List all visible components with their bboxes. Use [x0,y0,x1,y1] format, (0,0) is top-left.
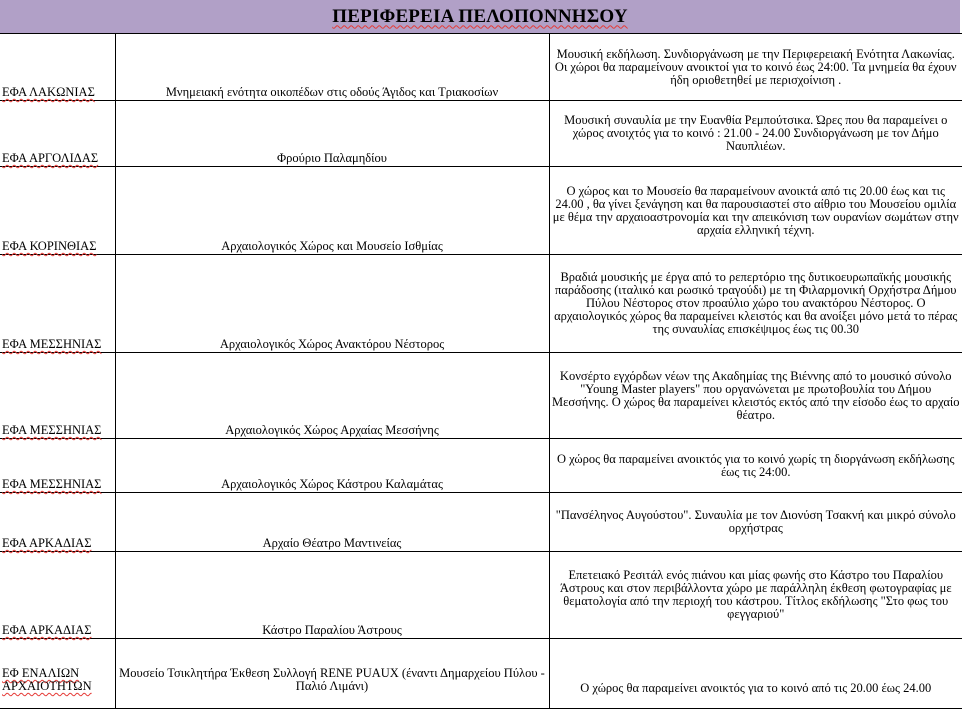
table-row [0,255,962,353]
table-row [0,639,962,709]
table-row [0,167,962,255]
description-cell[interactable]: Ο χώρος και το Μουσείο θα παραμείνουν ανοικτά από τις 20.00 έως και τις 24.00 , θα γίνει ξενάγηση και θα παρουσιαστεί στο αίθριο του Μουσείου ομιλία με θέμα την αρχαιοαστρονομία και την απεικόνιση των ουρανίων σωμάτων στην αρχαία ελληνική τέχνη. [549,167,962,255]
description-cell[interactable]: "Πανσέληνος Αυγούστου". Συναυλία με τον Διονύση Τσακνή και μικρό σύνολο ορχήστρας [549,493,962,552]
efa-cell[interactable]: ΕΦΑ ΛΑΚΩΝΙΑΣ [0,34,115,101]
site-cell[interactable]: Αρχαιολογικός Χώρος Κάστρου Καλαμάτας [115,439,549,493]
efa-cell[interactable]: ΕΦΑ ΜΕΣΣΗΝΙΑΣ [0,439,115,493]
site-cell[interactable]: Αρχαιολογικός Χώρος και Μουσείο Ισθμίας [115,167,549,255]
efa-cell[interactable]: ΕΦΑ ΜΕΣΣΗΝΙΑΣ [0,353,115,439]
events-table [0,33,962,709]
site-cell[interactable]: Αρχαιολογικός Χώρος Αρχαίας Μεσσήνης [115,353,549,439]
efa-cell[interactable]: ΕΦ ΕΝΑΛΙΩΝ ΑΡΧΑΙΟΤΗΤΩΝ [0,639,115,709]
site-cell[interactable]: Φρούριο Παλαμηδίου [115,101,549,167]
description-cell[interactable]: Μουσική συναυλία με την Ευανθία Ρεμπούτσικα. Ώρες που θα παραμείνει ο χώρος ανοιχτός για το κοινό : 21.00 - 24.00 Συνδιοργάνωση με τον Δήμο Ναυπλιέων. [549,101,962,167]
site-cell[interactable]: Αρχαιολογικός Χώρος Ανακτόρου Νέστορος [115,255,549,353]
table-row [0,34,962,101]
description-cell[interactable]: Μουσική εκδήλωση. Συνδιοργάνωση με την Περιφερειακή Ενότητα Λακωνίας. Οι χώροι θα παραμείνουν ανοικτοί για το κοινό έως 24:00. Τα μνημεία θα έχουν ήδη οριοθετηθεί με περισχοίνιση . [549,34,962,101]
description-cell[interactable]: Κονσέρτο εγχόρδων νέων της Ακαδημίας της Βιέννης από το μουσικό σύνολο "Young Master players" που οργανώνεται με πρωτοβουλία του Δήμου Μεσσήνης. Ο χώρος θα παραμείνει κλειστός εκτός από την είσοδο έως το αρχαίο θέατρο. [549,353,962,439]
description-cell[interactable]: Επετειακό Ρεσιτάλ ενός πιάνου και μίας φωνής στο Κάστρο του Παραλίου Άστρους και στον περιβάλλοντα χώρο με παράλληλη έκθεση φωτογραφίας με θεματολογία από την περιοχή του κάστρου. Τίτλος εκδήλωσης "Στο φως του φεγγαριού" [549,552,962,639]
table-row [0,353,962,439]
table-row [0,552,962,639]
efa-cell[interactable]: ΕΦΑ ΑΡΓΟΛΙΔΑΣ [0,101,115,167]
table-row [0,101,962,167]
region-title: ΠΕΡΙΦΕΡΕΙΑ ΠΕΛΟΠΟΝΝΗΣΟΥ [332,5,628,27]
efa-cell[interactable]: ΕΦΑ ΑΡΚΑΔΙΑΣ [0,552,115,639]
description-cell[interactable]: Ο χώρος θα παραμείνει ανοικτός για το κοινό από τις 20.00 έως 24.00 [549,639,962,709]
efa-cell[interactable]: ΕΦΑ ΜΕΣΣΗΝΙΑΣ [0,255,115,353]
table-row [0,493,962,552]
site-cell[interactable]: Κάστρο Παραλίου Άστρους [115,552,549,639]
table-row [0,439,962,493]
site-cell[interactable]: Αρχαίο Θέατρο Μαντινείας [115,493,549,552]
efa-cell[interactable]: ΕΦΑ ΑΡΚΑΔΙΑΣ [0,493,115,552]
description-cell[interactable]: Ο χώρος θα παραμείνει ανοικτός για το κοινό χωρίς τη διοργάνωση εκδήλωσης έως τις 24:00. [549,439,962,493]
efa-cell[interactable]: ΕΦΑ ΚΟΡΙΝΘΙΑΣ [0,167,115,255]
site-cell[interactable]: Μνημειακή ενότητα οικοπέδων στις οδούς Άγιδος και Τριακοσίων [115,34,549,101]
description-cell[interactable]: Βραδιά μουσικής με έργα από το ρεπερτόριο της δυτικοευρωπαϊκής μουσικής παράδοσης (ιταλικό και ρωσικό τραγούδι) με τη Φιλαρμονική Ορχήστρα Δήμου Πύλου Νέστορος στον προαύλιο χώρο του ανακτόρου Νέστορος. Ο αρχαιολογικός χώρος θα παραμείνει κλειστός και θα ανοίξει μόνο μετά το πέρας της συναυλίας επισκέψιμος έως τις 00.30 [549,255,962,353]
region-header [0,0,960,34]
site-cell[interactable]: Μουσείο Τσικλητήρα Έκθεση Συλλογή RENE PUAUX (έναντι Δημαρχείου Πύλου - Παλιό Λιμάνι) [115,639,549,709]
